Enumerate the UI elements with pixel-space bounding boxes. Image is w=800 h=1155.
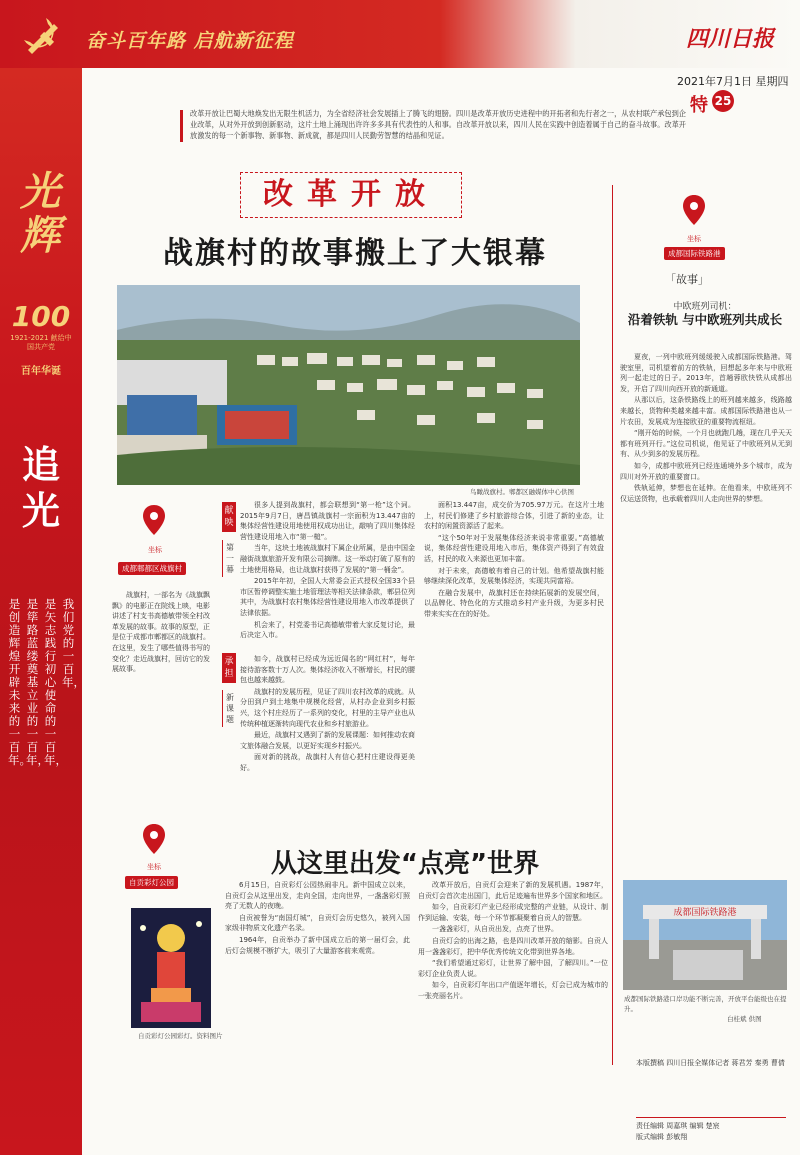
station-sign: 成都国际铁路港 [673, 908, 737, 918]
pin-label: 坐标 [147, 863, 161, 871]
paragraph: “我们希望通过彩灯，让世界了解中国，了解四川。”一位彩灯企业负责人说。 [418, 959, 608, 978]
sidebar-poem-line: 是筚路蓝缕奠基立业的一百年， [26, 597, 49, 767]
location-tag: 自贡彩灯公园 [125, 876, 178, 889]
section-tag-sub: 第一幕 [222, 540, 237, 577]
paragraph: 对于未来，高德敏有着自己的计划。他希望战旗村能够继续深化改革，发展集体经济，实现共同富裕。 [424, 566, 604, 586]
location-pin-icon [143, 824, 165, 854]
paragraph: 很多人提到战旗村，都会联想到“第一枪”这个词。2015年9月7日，唐昌镇战旗村一宗面积为13.447亩的集体经营性建设用地使用权成功出让，敲响了四川集体经营性建设用地入市“第一槌”。 [240, 501, 415, 541]
paragraph: 在融合发展中，战旗村还在持续拓展新的发展空间，以品牌化、特色化的方式推动乡村产业升级，为更多村民带来实实在在的好处。 [424, 588, 604, 618]
paragraph: 如今，自贡彩灯产业已经形成完整的产业链，从设计、制作到运输、安装，每一个环节都凝聚着自贡人的智慧。 [418, 903, 608, 922]
kicker-text: 改革开放 [263, 177, 439, 212]
story-subtitle: 中欧班列司机： [673, 302, 737, 312]
column-divider [612, 185, 613, 1065]
photo-credit: 白桂斌 供图 [727, 1015, 762, 1023]
location-pin-icon [143, 505, 165, 535]
photo-caption: 成都国际铁路港口岸功能不断完善，开放平台能级也在提升。 [624, 995, 787, 1013]
paragraph: 夏夜，一列中欧班列缓缓驶入成都国际铁路港。驾驶室里，司机望着前方的铁轨，回想起多年来与中欧班列一起走过的日子。2013年，首趟蓉欧快铁从成都出发，开启了四川向西开放的新通道。 [620, 353, 792, 393]
sidebar-poem-line: 是创造辉煌开辟未来的一百年。 [8, 597, 31, 767]
paragraph: 最近，战旗村又遇到了新的发展课题：如何推动农商文旅体融合发展，以更好实现乡村振兴。 [240, 731, 415, 750]
section-tag: 承担 [222, 653, 236, 683]
main-headline: 战旗村的故事搬上了大银幕 [163, 236, 547, 271]
article-column [620, 352, 792, 872]
paragraph: 机会来了，村党委书记高德敏带着大家反复讨论，最后决定入市。 [240, 620, 415, 640]
section-title: 追光 [21, 442, 60, 533]
article-column [240, 654, 415, 824]
newspaper-masthead: 四川日报 [686, 26, 775, 52]
paragraph: 面对新的挑战，战旗村人有信心把村庄建设得更美好。 [240, 753, 415, 772]
lower-headline: 从这里出发“点亮”世界 [270, 849, 540, 879]
sidebar-title: 光辉 [20, 168, 60, 259]
designer-line: 版式编辑 彭敏翔 [636, 1133, 688, 1141]
lantern-photo [131, 908, 211, 1028]
village-aerial-photo [117, 285, 580, 485]
photo-caption: 鸟瞰战旗村。郫都区融媒体中心供图 [470, 488, 574, 496]
paragraph: 如今，战旗村已经成为远近闻名的“网红村”，每年接待游客数十万人次。集体经济收入不断增长，村民的腰包也越来越鼓。 [240, 655, 415, 685]
pin-label: 坐标 [148, 546, 162, 554]
sidebar-poem-line: 是矢志践行初心使命的一百年， [44, 597, 67, 767]
paragraph: 1964年，自贡举办了新中国成立后的第一届灯会，此后灯会规模不断扩大，吸引了大量游客前来观赏。 [225, 935, 410, 955]
page-number: 25 [712, 90, 734, 112]
section-tag-sub: 新课题 [222, 690, 237, 727]
article-column [240, 500, 415, 650]
byline: 本版撰稿 四川日报全媒体记者 蒋君芳 秦勇 曹倩 [636, 1059, 785, 1067]
section-tag: 献映 [222, 502, 236, 532]
editor-line: 责任编辑 周嘉琪 编辑 楚宸 [636, 1122, 720, 1130]
paragraph: 如今，自贡彩灯年出口产值逐年增长，灯会已成为城市的一张亮丽名片。 [418, 981, 608, 1000]
paragraph: 6月15日，自贡彩灯公园热闹非凡。新中国成立以来，自贡灯会从这里出发，走向全国，走向世界，一盏盏彩灯照亮了无数人的夜晚。 [225, 881, 410, 911]
paragraph: 2015年年初，全国人大常委会正式授权全国33个县市区暂停调整实施土地管理法等相关法律条款，郫县位列其中，为战旗村农村集体经营性建设用地入市改革提供了法律依据。 [240, 577, 415, 617]
paragraph: 一盏盏彩灯，从自贡出发，点亮了世界。 [432, 925, 558, 934]
story-headline: 沿着铁轨 与中欧班列共成长 [627, 312, 783, 327]
sidebar-poem-line: 我们党的一百年， [62, 597, 85, 689]
paragraph: 自贡被誉为“南国灯城”，自贡灯会历史悠久，被列入国家级非物质文化遗产名录。 [225, 913, 410, 933]
kicker-box [240, 172, 462, 218]
paragraph: 铁轨延伸，梦想也在延伸。在他看来，中欧班列不仅运送货物，也承载着四川人走向世界的梦想。 [620, 484, 792, 503]
centenary-number: 100 [11, 300, 71, 333]
railway-port-photo [623, 880, 787, 990]
intro-text: 改革开放让巴蜀大地焕发出无限生机活力，为全省经济社会发展插上了腾飞的翅膀。四川是改革开放历史进程中的开拓者和先行者之一，从农村联产承包到企业改革，从对外开放到创新驱动，这片土地上涌现出许许多多具有代表性的人和事。自改革开放以来，四川人民在实践中创造着属于自己的奋斗故事。改革开放激发的每一个新事物、新事物、新成就，都是四川人民勤劳智慧的结晶和见证。 [190, 109, 686, 140]
paragraph: 从那以后，这条铁路线上的班列越来越多，线路越来越长，货物种类越来越丰富。成都国际铁路港也从一片农田，发展成为连接欧亚的重要物流枢纽。 [620, 396, 792, 426]
article-column [424, 500, 604, 825]
paragraph: 改革开放后，自贡灯会迎来了新的发展机遇。1987年，自贡灯会首次走出国门，此后足迹遍布世界多个国家和地区。 [418, 881, 608, 900]
location-tag: 成都国际铁路港 [664, 247, 725, 260]
location-pin-icon [683, 195, 705, 225]
centenary-years: 1921-2021 献给中国共产党 [10, 334, 72, 351]
centenary-sub: 百年华诞 [21, 366, 61, 377]
header-slogan: 奋斗百年路 启航新征程 [86, 30, 294, 52]
party-emblem-icon [18, 12, 64, 58]
paragraph: 当年，这块土地被战旗村下属企业所属，是由中国金融街战旗旅游开发有限公司摘牌。这一举动打破了原有的土地使用格局，也让战旗村获得了发展的“第一桶金”。 [240, 544, 415, 574]
article-column [418, 880, 608, 1150]
lead-paragraph: 战旗村，一部名为《战旗飘飘》的电影正在院线上映，电影讲述了村支书高德敏带领全村改革发展的故事。故事的原型，正是位于成都市郫都区的战旗村。在这里，发生了哪些值得书写的变化？走近战旗村，回访它的发展故事。 [112, 591, 210, 674]
series-label: 「故事」 [665, 273, 709, 286]
paragraph: 如今，成都中欧班列已经连通境外多个城市，成为四川对外开放的重要窗口。 [620, 461, 792, 481]
photo-caption: 自贡彩灯公园彩灯。资料图片 [138, 1032, 223, 1040]
paragraph: 面积13.447亩，成交价为705.97万元。在这片土地上，村民们修建了乡村旅游综合体，引进了新的业态，让农村的闲置资源活了起来。 [424, 501, 604, 531]
pin-label: 坐标 [687, 235, 701, 243]
editor-credits [636, 1117, 786, 1143]
paragraph: “这个50年对于发展集体经济来说非常重要。”高德敏说，集体经营性建设用地入市后，集体资产得到了有效盘活，村民的收入来源也更加丰富。 [424, 533, 604, 563]
article-column [112, 1045, 212, 1145]
page-label: 特 [690, 95, 708, 116]
issue-date: 2021年7月1日 星期四 [677, 75, 789, 88]
intro-bar [180, 110, 183, 142]
paragraph: 战旗村的发展历程，见证了四川农村改革的成就。从分田到户到土地集中规模化经营，从村办企业到乡村振兴，这个村庄经历了一系列的变化，村里的主导产业也从传统种植逐渐转向现代农业和乡村旅游业。 [240, 687, 415, 728]
paragraph: “刚开始的时候，一个月也就跑几趟，现在几乎天天都有班列开行。”这位司机说，他见证了中欧班列从无到有、从少到多的发展历程。 [620, 429, 792, 459]
paragraph: 自贡灯会的出海之路，也是四川改革开放的缩影。自贡人用一盏盏彩灯，把中华优秀传统文化带到世界各地。 [418, 936, 608, 956]
article-column [225, 880, 410, 1150]
location-tag: 成都郫都区战旗村 [118, 562, 186, 575]
